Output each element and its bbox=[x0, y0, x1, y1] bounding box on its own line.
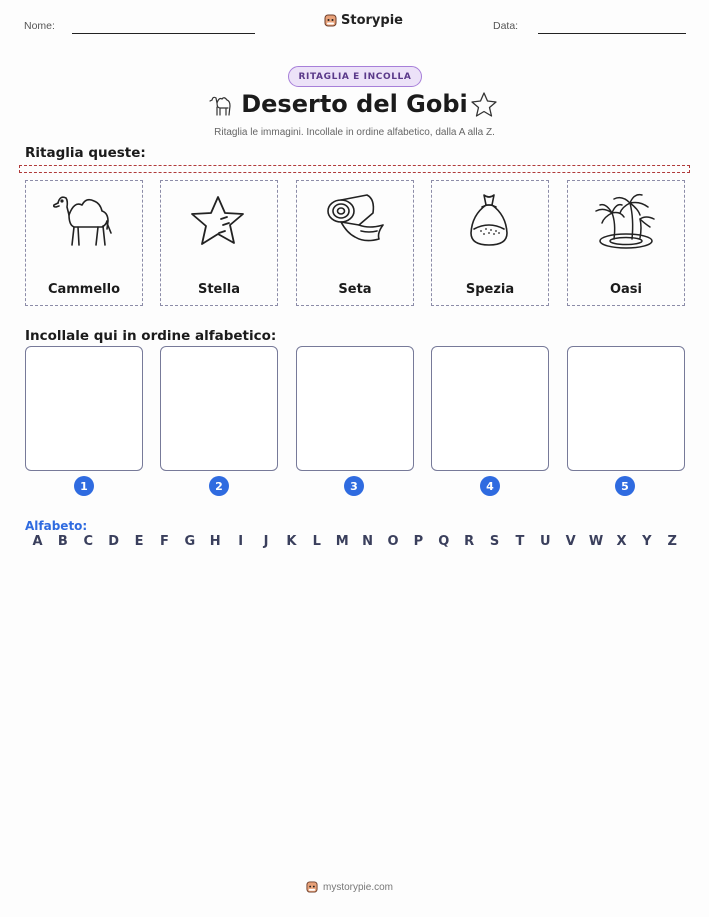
slot-number: 1 bbox=[74, 476, 94, 496]
paste-heading: Incollale qui in ordine alfabetico: bbox=[25, 328, 277, 344]
alphabet-letter: L bbox=[312, 534, 321, 549]
silk-roll-icon bbox=[321, 189, 389, 253]
slot-number: 4 bbox=[480, 476, 500, 496]
card-label: Cammello bbox=[47, 282, 121, 297]
paste-slot[interactable] bbox=[25, 346, 143, 471]
slot-number: 5 bbox=[615, 476, 635, 496]
star-icon bbox=[185, 189, 253, 253]
oasis-icon bbox=[592, 189, 660, 253]
alphabet-letter: E bbox=[134, 534, 144, 549]
name-line bbox=[72, 33, 255, 34]
paste-slot[interactable] bbox=[431, 346, 549, 471]
cut-card-cammello[interactable] bbox=[25, 180, 143, 306]
card-label: Seta bbox=[338, 282, 372, 297]
alphabet-letter: G bbox=[184, 534, 196, 549]
alphabet-letter: V bbox=[565, 534, 576, 549]
cut-card-seta[interactable] bbox=[296, 180, 414, 306]
alphabet-letter: C bbox=[83, 534, 94, 549]
alphabet-letter: X bbox=[616, 534, 627, 549]
cut-card-spezia[interactable] bbox=[431, 180, 549, 306]
card-label: Stella bbox=[197, 282, 241, 297]
alphabet-letter: T bbox=[515, 534, 525, 549]
alphabet-letter: F bbox=[160, 534, 169, 549]
cut-line bbox=[19, 165, 690, 173]
page-title: Deserto del Gobi bbox=[241, 90, 468, 118]
alphabet-title: Alfabeto: bbox=[25, 519, 88, 533]
card-label: Oasi bbox=[609, 282, 643, 297]
spice-sack-icon bbox=[456, 189, 524, 253]
cut-card-stella[interactable] bbox=[160, 180, 278, 306]
name-label: Nome: bbox=[24, 20, 55, 32]
alphabet-letter: K bbox=[286, 534, 297, 549]
alphabet-letter: H bbox=[209, 534, 221, 549]
slot-number: 3 bbox=[344, 476, 364, 496]
alphabet-letter: P bbox=[413, 534, 424, 549]
cut-card-oasi[interactable] bbox=[567, 180, 685, 306]
alphabet-row bbox=[25, 534, 685, 549]
alphabet-letter: M bbox=[335, 534, 349, 549]
star-icon bbox=[468, 90, 500, 120]
brand-logo bbox=[324, 13, 403, 28]
alphabet-letter: O bbox=[387, 534, 399, 549]
alphabet-letter: B bbox=[57, 534, 68, 549]
camel-icon bbox=[50, 189, 118, 253]
alphabet-letter: Z bbox=[667, 534, 677, 549]
alphabet-letter: A bbox=[32, 534, 43, 549]
paste-slot[interactable] bbox=[567, 346, 685, 471]
footer bbox=[306, 880, 393, 894]
footer-url[interactable]: mystorypie.com bbox=[323, 881, 394, 893]
slot-number: 2 bbox=[209, 476, 229, 496]
date-line bbox=[538, 33, 686, 34]
paste-slot[interactable] bbox=[160, 346, 278, 471]
alphabet-letter: J bbox=[263, 534, 269, 549]
storypie-mascot-icon bbox=[306, 880, 318, 894]
brand-name: Storypie bbox=[341, 13, 403, 28]
paste-slot[interactable] bbox=[296, 346, 414, 471]
activity-badge: RITAGLIA E INCOLLA bbox=[288, 66, 422, 87]
alphabet-letter: R bbox=[464, 534, 475, 549]
card-label: Spezia bbox=[465, 282, 515, 297]
date-label: Data: bbox=[493, 20, 519, 32]
instructions: Ritaglia le immagini. Incollale in ordine alfabetico, dalla A alla Z. bbox=[214, 127, 495, 138]
cut-heading: Ritaglia queste: bbox=[25, 145, 146, 161]
alphabet-letter: Q bbox=[438, 534, 450, 549]
alphabet-letter: U bbox=[540, 534, 551, 549]
alphabet-letter: Y bbox=[642, 534, 652, 549]
alphabet-letter: S bbox=[489, 534, 500, 549]
storypie-mascot-icon bbox=[324, 13, 337, 28]
alphabet-letter: N bbox=[362, 534, 374, 549]
alphabet-letter: W bbox=[588, 534, 604, 549]
alphabet-letter: I bbox=[238, 534, 244, 549]
alphabet-letter: D bbox=[108, 534, 120, 549]
